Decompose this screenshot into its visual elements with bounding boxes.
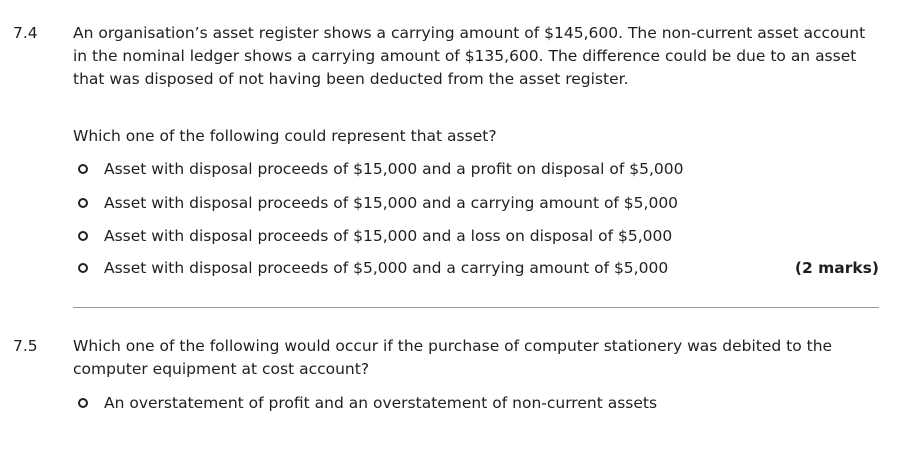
option-label: Asset with disposal proceeds of $15,000 and a profit on disposal of $5,000 — [104, 159, 684, 178]
radio-button-icon[interactable] — [78, 263, 88, 273]
marks-label: (2 marks) — [794, 259, 879, 277]
section-divider — [73, 307, 879, 308]
radio-button-icon[interactable] — [78, 231, 88, 241]
option-label: Asset with disposal proceeds of $15,000 and a carrying amount of $5,000 — [104, 193, 679, 212]
option-label: Asset with disposal proceeds of $5,000 and a carrying amount of $5,000 — [104, 258, 669, 277]
question-prompt: Which one of the following could represent that asset? — [73, 127, 497, 145]
answer-option-d[interactable] — [78, 256, 668, 280]
question-number: 7.5 — [13, 337, 38, 355]
radio-button-icon[interactable] — [78, 164, 88, 174]
radio-button-icon[interactable] — [78, 198, 88, 208]
question-number: 7.4 — [13, 24, 38, 42]
option-label: An overstatement of profit and an overstatement of non-current assets — [104, 393, 658, 412]
answer-option-c[interactable] — [78, 224, 672, 248]
answer-option-a[interactable] — [78, 157, 683, 181]
question-text: An organisation’s asset register shows a carrying amount of $145,600. The non-current asset account in the nominal ledger shows a carrying amount of $135,600. The difference could be due to an asset that was disposed of not having been deducted from the asset register. — [73, 24, 866, 88]
answer-option-a[interactable] — [78, 391, 657, 415]
option-label: Asset with disposal proceeds of $15,000 and a loss on disposal of $5,000 — [104, 226, 673, 245]
question-text: Which one of the following would occur if the purchase of computer stationery was debited to the computer equipment at cost account? — [73, 337, 833, 378]
answer-option-b[interactable] — [78, 191, 678, 215]
radio-button-icon[interactable] — [78, 398, 88, 408]
